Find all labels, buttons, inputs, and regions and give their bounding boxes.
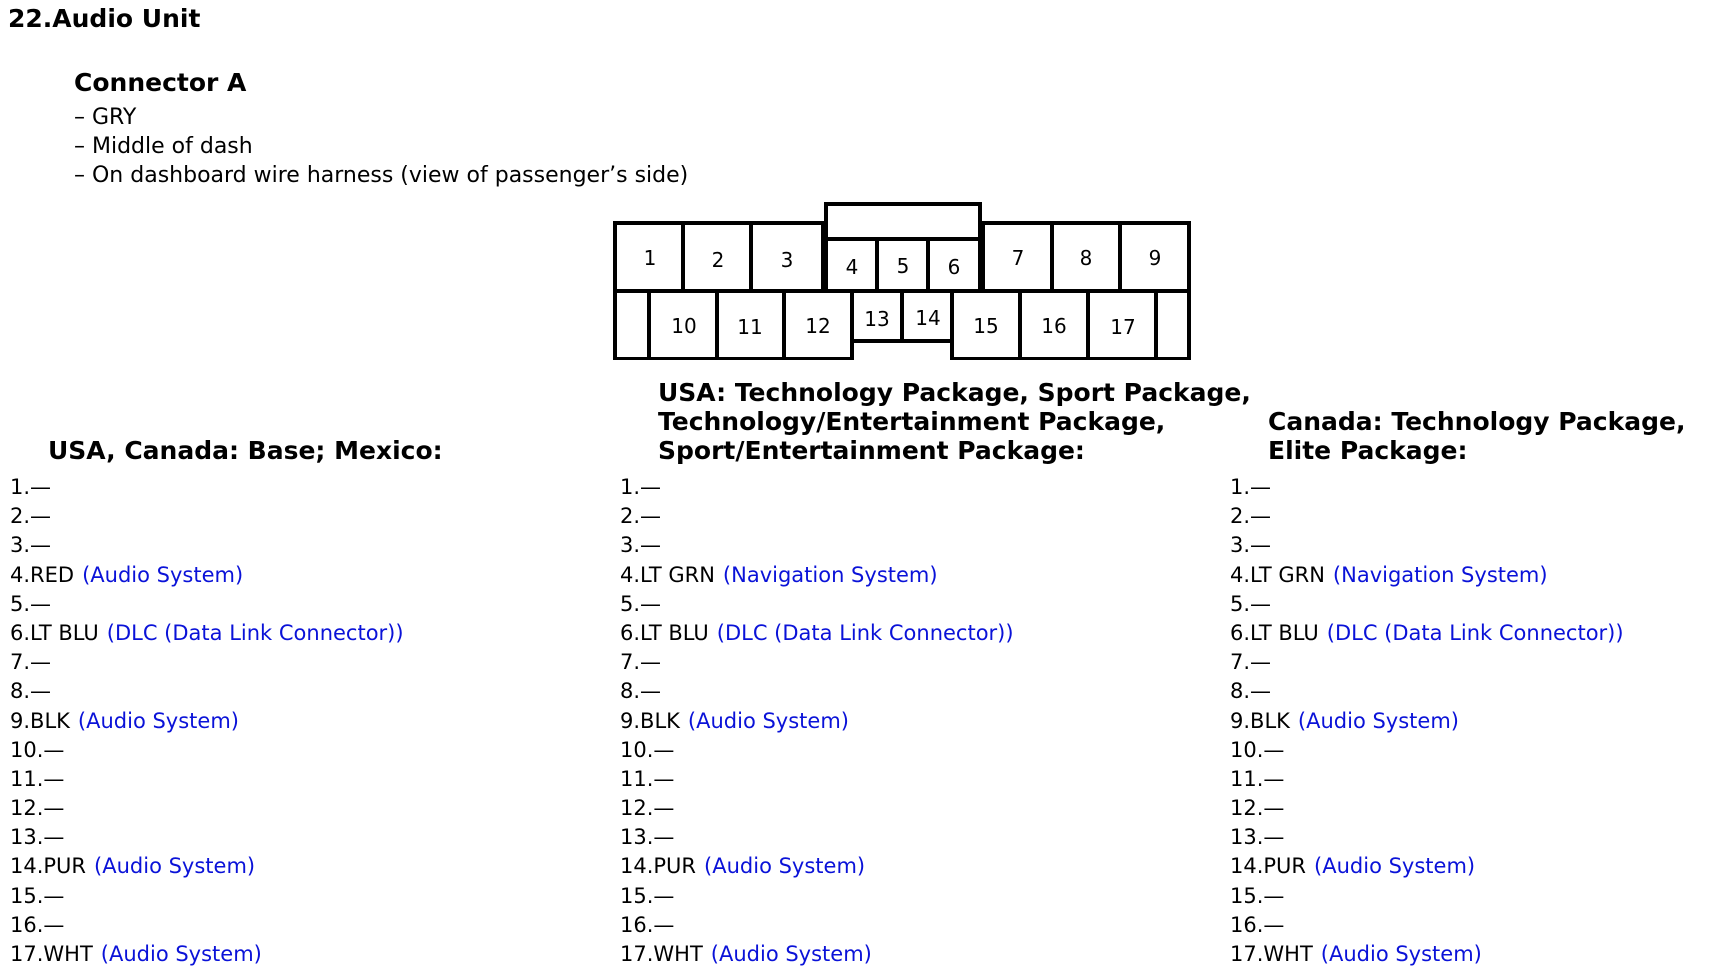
- pin-row: [10, 531, 404, 560]
- pin-system-link[interactable]: (Navigation System): [1332, 562, 1548, 587]
- pin-row: [1230, 531, 1624, 560]
- pin-label-14: 14: [915, 306, 941, 330]
- pin-wire-label: 5.—: [620, 591, 662, 616]
- pin-wire-label: 17.WHT: [620, 942, 703, 966]
- pin-wire-label: 12.—: [1230, 796, 1285, 821]
- pin-row: [10, 648, 404, 677]
- pin-label-8: 8: [1079, 246, 1093, 270]
- pin-wire-label: 6.LT BLU: [620, 620, 709, 645]
- connector-color: – GRY: [74, 105, 137, 130]
- pin-row: [10, 852, 404, 881]
- column-heading-canada-packages: [1268, 407, 1685, 465]
- pin-system-link[interactable]: (Audio System): [77, 708, 239, 733]
- pin-row: [620, 619, 1014, 648]
- pin-row: [1230, 677, 1624, 706]
- pin-row: [10, 911, 404, 940]
- pin-wire-label: 10.—: [10, 737, 65, 762]
- pin-wire-label: 12.—: [10, 796, 65, 821]
- pin-wire-label: 10.—: [1230, 737, 1285, 762]
- pin-row: [620, 531, 1014, 560]
- pin-system-link[interactable]: (Audio System): [94, 854, 256, 879]
- pin-wire-label: 4.LT GRN: [620, 562, 715, 587]
- pin-system-link[interactable]: (Audio System): [1297, 708, 1459, 733]
- pin-wire-label: 9.BLK: [620, 708, 680, 733]
- connector-location: – Middle of dash: [74, 134, 253, 159]
- pin-system-link[interactable]: (DLC (Data Link Connector)): [1326, 620, 1624, 645]
- pin-row: [10, 823, 404, 852]
- pin-row: [620, 473, 1014, 502]
- pin-wire-label: 5.—: [1230, 591, 1272, 616]
- pin-row: [1230, 852, 1624, 881]
- pin-row: [10, 561, 404, 590]
- pin-wire-label: 11.—: [620, 766, 675, 791]
- pin-label-16: 16: [1041, 314, 1067, 338]
- pin-wire-label: 7.—: [10, 650, 52, 675]
- pin-label-15: 15: [973, 314, 999, 338]
- pin-system-link[interactable]: (Audio System): [704, 854, 866, 879]
- pin-system-link[interactable]: (Audio System): [100, 942, 262, 966]
- pin-wire-label: 5.—: [10, 591, 52, 616]
- pin-wire-label: 14.PUR: [10, 854, 87, 879]
- pin-wire-label: 1.—: [1230, 475, 1272, 499]
- pin-row: [1230, 707, 1624, 736]
- pin-list-base: [10, 473, 404, 969]
- pin-row: [10, 619, 404, 648]
- pin-row: [620, 765, 1014, 794]
- pin-system-link[interactable]: (DLC (Data Link Connector)): [106, 620, 404, 645]
- connector-diagram-svg: [610, 200, 1210, 360]
- pin-label-11: 11: [737, 315, 763, 339]
- pin-system-link[interactable]: (Audio System): [687, 708, 849, 733]
- pin-row: [620, 677, 1014, 706]
- pin-wire-label: 9.BLK: [1230, 708, 1290, 733]
- pin-system-link[interactable]: (Audio System): [1314, 854, 1476, 879]
- pin-system-link[interactable]: (DLC (Data Link Connector)): [716, 620, 1014, 645]
- pin-row: [1230, 561, 1624, 590]
- pin-row: [620, 882, 1014, 911]
- pin-wire-label: 8.—: [10, 679, 52, 704]
- pin-row: [620, 911, 1014, 940]
- pin-wire-label: 17.WHT: [10, 942, 93, 966]
- pin-label-9: 9: [1148, 246, 1162, 270]
- pin-wire-label: 8.—: [620, 679, 662, 704]
- pin-wire-label: 10.—: [620, 737, 675, 762]
- pin-label-1: 1: [643, 246, 657, 270]
- pin-wire-label: 7.—: [1230, 650, 1272, 675]
- pin-label-17: 17: [1110, 315, 1136, 339]
- pin-wire-label: 3.—: [620, 533, 662, 558]
- pin-wire-label: 17.WHT: [1230, 942, 1313, 966]
- pin-row: [620, 648, 1014, 677]
- pin-row: [620, 707, 1014, 736]
- pin-system-link[interactable]: (Navigation System): [722, 562, 938, 587]
- pin-wire-label: 11.—: [10, 766, 65, 791]
- pin-row: [620, 794, 1014, 823]
- pin-row: [10, 940, 404, 969]
- column-heading-usa-packages: [658, 378, 1251, 465]
- pin-row: [10, 736, 404, 765]
- pin-label-7: 7: [1011, 246, 1025, 270]
- pin-wire-label: 2.—: [10, 504, 52, 529]
- pin-row: [10, 707, 404, 736]
- pin-row: [1230, 473, 1624, 502]
- pin-row: [1230, 502, 1624, 531]
- pin-list-usa-packages: [620, 473, 1014, 969]
- pin-label-6: 6: [947, 255, 961, 279]
- connector-details: [74, 103, 688, 190]
- pin-wire-label: 6.LT BLU: [1230, 620, 1319, 645]
- pin-label-12: 12: [805, 314, 831, 338]
- connector-title: Connector A: [74, 68, 247, 97]
- pin-wire-label: 3.—: [10, 533, 52, 558]
- pin-row: [620, 852, 1014, 881]
- pin-row: [1230, 648, 1624, 677]
- pin-row: [1230, 590, 1624, 619]
- pin-row: [10, 677, 404, 706]
- pin-row: [1230, 940, 1624, 969]
- pin-system-link[interactable]: (Audio System): [1320, 942, 1482, 966]
- pin-list-canada-packages: [1230, 473, 1624, 969]
- pin-row: [10, 502, 404, 531]
- pin-wire-label: 12.—: [620, 796, 675, 821]
- pin-wire-label: 15.—: [1230, 883, 1285, 908]
- pin-row: [620, 502, 1014, 531]
- pin-label-10: 10: [671, 314, 697, 338]
- pin-wire-label: 7.—: [620, 650, 662, 675]
- pin-wire-label: 4.RED: [10, 562, 75, 587]
- pin-row: [10, 590, 404, 619]
- pin-row: [10, 473, 404, 502]
- pin-wire-label: 14.PUR: [620, 854, 697, 879]
- pin-wire-label: 16.—: [10, 912, 65, 937]
- pin-wire-label: 13.—: [10, 825, 65, 850]
- pin-row: [1230, 794, 1624, 823]
- pin-wire-label: 1.—: [10, 475, 52, 499]
- pin-row: [1230, 619, 1624, 648]
- pin-wire-label: 8.—: [1230, 679, 1272, 704]
- pin-wire-label: 16.—: [620, 912, 675, 937]
- pin-label-13: 13: [864, 307, 890, 331]
- pin-wire-label: 9.BLK: [10, 708, 70, 733]
- pin-wire-label: 16.—: [1230, 912, 1285, 937]
- column-heading-base: [48, 436, 443, 465]
- pin-wire-label: 2.—: [620, 504, 662, 529]
- pin-label-5: 5: [896, 254, 910, 278]
- heading-line: Technology/Entertainment Package,: [658, 407, 1166, 436]
- heading-line: USA: Technology Package, Sport Package,: [658, 378, 1251, 407]
- connector-key: [826, 204, 980, 239]
- heading-line: Sport/Entertainment Package:: [658, 436, 1085, 465]
- pin-wire-label: 4.LT GRN: [1230, 562, 1325, 587]
- page-title: 22.Audio Unit: [8, 4, 201, 33]
- pin-row: [620, 940, 1014, 969]
- pin-row: [10, 882, 404, 911]
- pin-label-4: 4: [845, 255, 859, 279]
- heading-line: Elite Package:: [1268, 436, 1468, 465]
- pin-row: [1230, 736, 1624, 765]
- pin-system-link[interactable]: (Audio System): [82, 562, 244, 587]
- pin-wire-label: 11.—: [1230, 766, 1285, 791]
- pin-row: [620, 736, 1014, 765]
- pin-row: [10, 794, 404, 823]
- pin-row: [1230, 823, 1624, 852]
- pin-row: [620, 590, 1014, 619]
- heading-line: USA, Canada: Base; Mexico:: [48, 436, 443, 465]
- pin-wire-label: 6.LT BLU: [10, 620, 99, 645]
- pin-row: [1230, 911, 1624, 940]
- pin-system-link[interactable]: (Audio System): [710, 942, 872, 966]
- pin-wire-label: 15.—: [10, 883, 65, 908]
- pin-row: [620, 823, 1014, 852]
- heading-line: Canada: Technology Package,: [1268, 407, 1686, 436]
- connector-diagram: [610, 200, 1210, 364]
- connector-harness: – On dashboard wire harness (view of passenger’s side): [74, 163, 689, 188]
- pin-row: [1230, 882, 1624, 911]
- pin-row: [10, 765, 404, 794]
- pin-wire-label: 1.—: [620, 475, 662, 499]
- pin-wire-label: 15.—: [620, 883, 675, 908]
- pin-wire-label: 3.—: [1230, 533, 1272, 558]
- pin-row: [1230, 765, 1624, 794]
- pin-label-3: 3: [780, 248, 794, 272]
- pin-wire-label: 2.—: [1230, 504, 1272, 529]
- pin-wire-label: 13.—: [1230, 825, 1285, 850]
- pin-wire-label: 13.—: [620, 825, 675, 850]
- pin-label-2: 2: [711, 248, 725, 272]
- pin-row: [620, 561, 1014, 590]
- pin-wire-label: 14.PUR: [1230, 854, 1307, 879]
